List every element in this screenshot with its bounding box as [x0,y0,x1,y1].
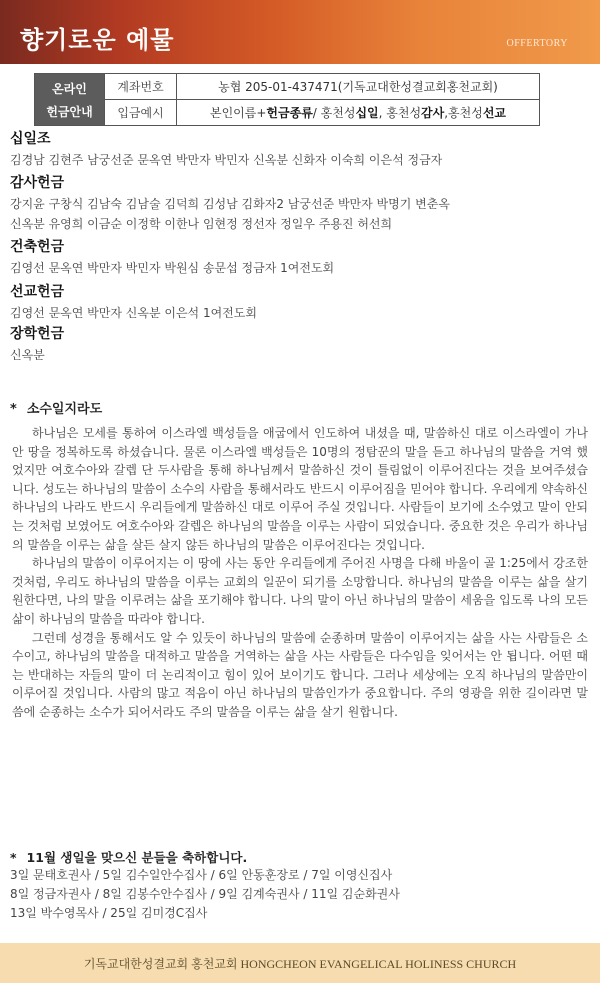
page-title: 향기로운 예물 [20,26,175,54]
donor-names: 신옥분 유영희 이금순 이정학 이한나 임현정 정선자 정일우 주용진 허선희 [10,217,393,231]
section-scholarship [10,323,595,365]
page-header [0,0,600,64]
essay-body [12,424,588,722]
birthday-line: 13일 박수영목사 / 25일 김미경C집사 [10,906,208,920]
church-name: 기독교대한성결교회 홍천교회 HONGCHEON EVANGELICAL HOLINESS CHURCH [83,957,517,971]
donor-names: 김영선 문옥연 박만자 신옥분 이은석 1여전도회 [10,306,257,320]
online-offering-heading-line1: 온라인 [52,81,87,96]
example-part: , 홍천성 [378,106,422,120]
bullet-mark: * [10,850,17,865]
birthday-list [10,866,400,923]
section-heading: 건축헌금 [10,239,65,255]
section-heading: 선교헌금 [10,284,65,300]
example-part: / 홍천성 [312,106,356,120]
essay-paragraph: 하나님은 모세를 통하여 이스라엘 백성들을 애굽에서 인도하여 내셨을 때, 말씀하신 대로 이스라엘이 가나안 땅을 정복하도록 하셨습니다. 물론 이스라엘 백성들은 10명의 정탐꾼의 말을 듣고 하나님의 말씀을 거역 했었지만 여호수아와 갈렙 단 두사람을 통해 하나님께서 말씀하신 것이 틀림없이 이루어진다는 것을 보여주셨습니다. 성도는 하나님의 말씀이 소수의 사람을 통해서라도 반드시 이루어짐을 믿어야 합니다. 우리에게 약속하신 하나님의 나라도 반드시 우리들에게 말씀하신 대로 이루어 주실 것입니다. 사람들이 보기에 소수였고 말이 안되는 것처럼 보였어도 여호수아와 갈렙은 하나님의 말씀을 이루는 사람이 되었습니다. 중요한 것은 우리가 하나님의 말씀을 이루는 삶을 살든 살지 않든 하나님의 말씀은 이루어진다는 것입니다. [12,426,588,552]
birthday-title [10,848,247,866]
online-offering-table [34,73,540,126]
deposit-example [177,100,540,126]
account-value: 농협 205-01-437471(기독교대한성결교회홍천교회) [177,74,540,100]
essay-title-text: 소수일지라도 [26,402,103,417]
section-thanksgiving [10,172,595,234]
example-part: ,홍천성 [444,106,483,120]
example-part-bold: 감사 [421,106,445,120]
example-part-bold: 십일 [355,106,379,120]
section-heading: 감사헌금 [10,175,65,191]
essay-paragraph: 그런데 성경을 통해서도 알 수 있듯이 하나님의 말씀에 순종하며 말씀이 이루어지는 삶을 사는 사람들은 소수이고, 하나님의 말씀을 대적하고 말씀을 거역하는 삶을 사는 사람들은 다수임을 잊어서는 안 됩니다. 어떤 때는 반대하는 자들의 말이 더 논리적이고 힘이 있어 보이기도 합니다. 그러나 세상에는 오직 하나님의 말씀만이 이루어질 것입니다. 사람의 많고 적음이 아닌 하나님의 말씀인가가 중요합니다. 주의 영광을 위한 길이라면 말씀에 순종하는 소수가 되어서라도 주의 말씀을 이루는 삶을 살기 원합니다. [12,630,588,719]
donor-names: 김영선 문옥연 박만자 박민자 박원심 송문섭 정금자 1여전도회 [10,261,335,275]
section-mission [10,281,595,323]
page-subtitle: OFFERTORY [506,38,568,49]
donor-names: 신옥분 [10,348,45,362]
section-heading: 장학헌금 [10,326,65,342]
birthday-title-text: 11월 생일을 맞으신 분들을 축하합니다. [26,850,248,865]
page-footer [0,943,600,983]
essay-title [10,398,102,417]
example-part: 본인이름+ [209,106,267,120]
account-label: 계좌번호 [105,74,177,100]
section-heading: 십일조 [10,131,51,147]
section-tithe [10,128,595,170]
donor-names: 김경남 김현주 남궁선준 문옥연 박만자 박민자 신옥분 신화자 이숙희 이은석 정금자 [10,153,443,167]
example-part-bold: 헌금종류 [266,106,313,120]
bullet-mark: * [10,402,17,417]
section-building [10,236,595,278]
essay-paragraph: 하나님의 말씀이 이루어지는 이 땅에 사는 동안 우리들에게 주어진 사명을 다해 바울이 골 1:25에서 강조한 것처럼, 우리도 하나님의 말씀을 이루는 교회의 일꾼이 되기를 소망합니다. 하나님의 말씀을 이루는 삶을 살기 원한다면, 나의 말을 이루려는 삶을 포기해야 합니다. 나의 말이 아닌 하나님의 말씀이 세움을 입도록 나의 모든 삶이 하나님의 말씀을 따라야 합니다. [12,556,588,626]
online-offering-heading-line2: 헌금안내 [46,104,93,119]
donor-names: 강지윤 구창식 김남숙 김남술 김덕희 김성남 김화자2 남궁선준 박만자 박명기 변춘옥 [10,197,450,211]
online-offering-heading [35,74,105,126]
birthday-line: 3일 문태호권사 / 5일 김수일안수집사 / 6일 안동훈장로 / 7일 이영신집사 [10,868,393,882]
example-part-bold: 선교 [482,106,506,120]
birthday-line: 8일 정금자권사 / 8일 김봉수안수집사 / 9일 김계숙권사 / 11일 김순화권사 [10,887,400,901]
example-label: 입금예시 [105,100,177,126]
